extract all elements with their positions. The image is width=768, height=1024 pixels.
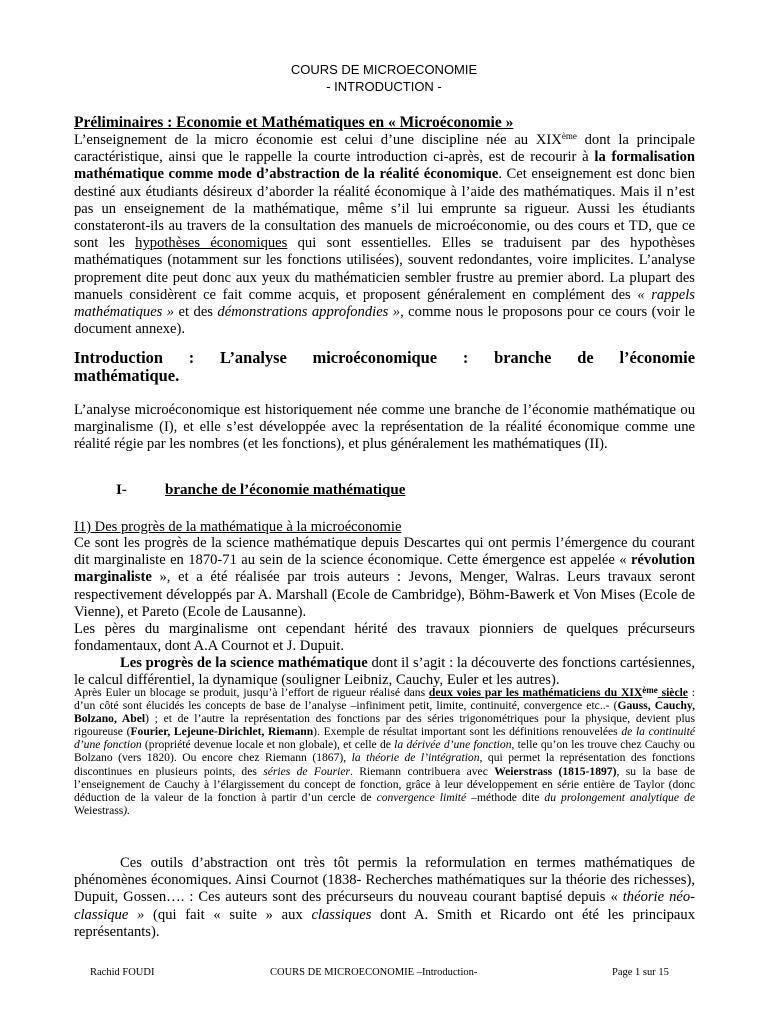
preliminaires-heading: Préliminaires : Economie et Mathématiques en « Microéconomie » (74, 114, 514, 131)
subsection-I1-heading: I1) Des progrès de la mathématique à la microéconomie (74, 519, 402, 535)
subsection-I1-paragraph-2: Les pères du marginalisme ont cependant hérité des travaux pionniers de quelques précurseurs fondamentaux, dont A.A Cournot et J. Dupuit. (74, 621, 695, 655)
footer-course: COURS DE MICROECONOMIE –Introduction- (270, 967, 478, 978)
footer-author: Rachid FOUDI (90, 967, 155, 978)
introduction-heading: Introduction : L’analyse microéconomique : branche de l’économie mathématique. (74, 348, 695, 385)
section-I-heading: I- branche de l’économie mathématique (116, 482, 406, 498)
subsection-I1-paragraph-4: Ces outils d’abstraction ont très tôt permis la reformulation en termes mathématiques de phénomènes économiques. Ainsi Cournot (1838- Recherches mathématiques sur la théorie des richesses), Dupuit, Gossen…. : Ces auteurs sont des précurseurs du nouveau courant baptisé depuis « théorie néo-classique » (qui fait « suite » aux classiques dont A. Smith et Ricardo ont été les principaux représentants). (74, 855, 696, 940)
preliminaires-paragraph: L’enseignement de la micro économie est celui d’une discipline née au XIXème dont la principale caractéristique, ainsi que le rappelle la courte introduction ci-après, est de recourir à la formalisation mathématique comme mode d’abstraction de la réalité économique. Cet enseignement est donc bien destiné aux étudiants désireux d’aborder la réalité économique à l’aide des mathématiques. Mais il n’est pas un enseignement de la mathématique, même s’il lui emprunte sa rigueur. Aussi les étudiants constateront-ils au travers de la consultation des manuels de microéconomie, ou des cours et TD, que ce sont les hypothèses économiques qui sont essentielles. Elles se traduisent par des hypothèses mathématiques (notamment sur les fonctions utilisées), souvent redondantes, voire implicites. L’analyse proprement dite peut donc aux yeux du mathématicien sembler frustre au premier abord. La plupart des manuels considèrent ce fait comme acquis, et proposent généralement en complément des « rappels mathématiques » et des démonstrations approfondies », comme nous le proposons pour ce cours (voir le document annexe). (74, 131, 696, 338)
document-title: COURS DE MICROECONOMIE (290, 62, 478, 77)
subsection-I1-paragraph-3: Les progrès de la science mathématique dont il s’agit : la découverte des fonctions cartésiennes, le calcul différentiel, la dynamique (souligner Leibniz, Cauchy, Euler et les autres). (74, 655, 695, 689)
subsection-I1-note: Après Euler un blocage se produit, jusqu’à l’effort de rigueur réalisé dans deux voies par les mathématiciens du XIXème siècle : d’un côté sont élucidés les concepts de base de l’analyse –infiniment petit, limite, continuité, convergence etc..- (Gauss, Cauchy, Bolzano, Abel) ; et de l’autre la représentation des fonctions par des séries trigonométriques pour la physique, devient plus rigoureuse (Fourier, Lejeune-Dirichlet, Riemann). Exemple de résultat important sont les définitions renouvelées de la continuité d’une fonction (propriété devenue locale et non globale), et celle de la dérivée d’une fonction, telle qu’on les trouve chez Cauchy ou Bolzano (vers 1820). Ou encore chez Riemann (1867), la théorie de l’intégration, qui permet la représentation des fonctions discontinues en plusieurs points, des séries de Fourier. Riemann contribuera avec Weierstrass (1815-1897), su la base de l’enseignement de Cauchy à l’élargissement du concept de fonction, grâce à leur développement en série entière de Taylor (donc déduction de la valeur de la fonction à partir d’un cercle de convergence limité –méthode dite du prolongement analytique de Weiestrass). (74, 685, 696, 817)
footer-page-number: Page 1 sur 15 (612, 967, 669, 978)
document-subtitle: - INTRODUCTION - (326, 79, 442, 94)
subsection-I1-paragraph-1: Ce sont les progrès de la science mathématique depuis Descartes qui ont permis l’émergence du courant dit marginaliste en 1870-71 au sein de la science économique. Cette émergence est appelée « révolution marginaliste », et a été réalisée par trois auteurs : Jevons, Menger, Walras. Leurs travaux seront respectivement développés par A. Marshall (Ecole de Cambridge), Böhm-Bawerk et Von Mises (Ecole de Vienne), et Pareto (Ecole de Lausanne). (74, 535, 695, 620)
introduction-paragraph: L’analyse microéconomique est historiquement née comme une branche de l’économie mathématique ou marginalisme (I), et elle s’est développée avec la représentation de la réalité économique comme une réalité régie par les nombres (et les fonctions), et plus généralement les mathématiques (II). (74, 402, 695, 453)
